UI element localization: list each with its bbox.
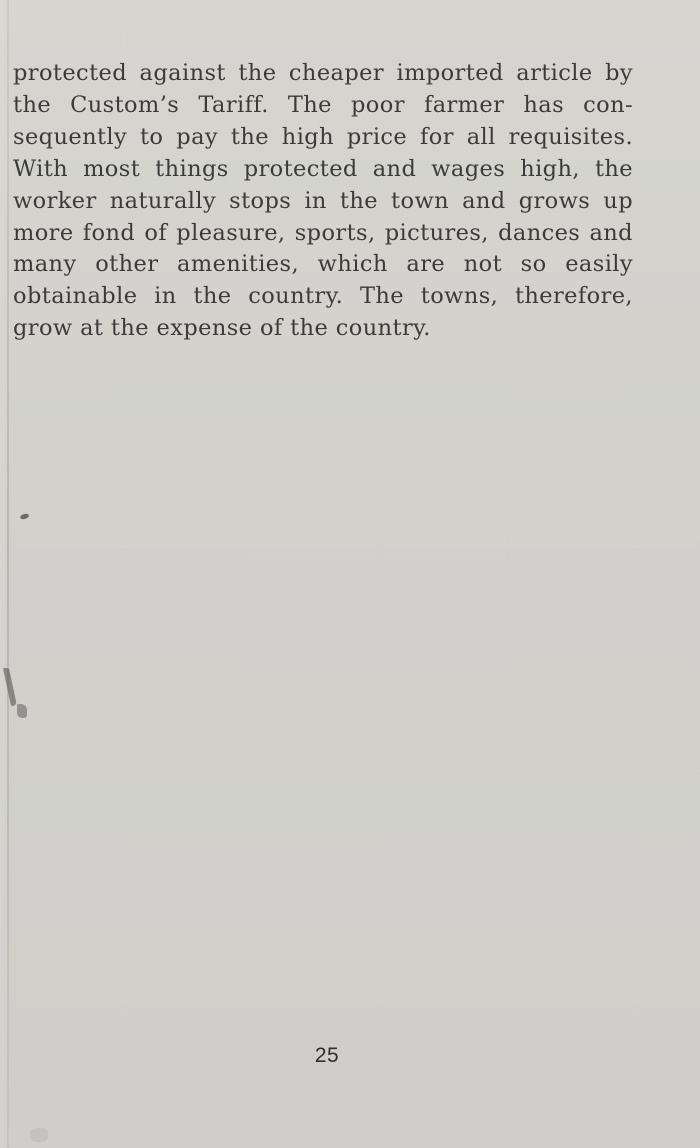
body-paragraph xyxy=(13,58,633,345)
text-line-5: worker naturally stops in the town and grows up xyxy=(13,187,633,214)
paper-blemish xyxy=(30,1128,48,1142)
text-line-7: many other amenities, which are not so easily xyxy=(13,251,633,278)
page-number: 25 xyxy=(314,1044,340,1067)
margin-stain-mark-small xyxy=(17,704,27,718)
page-gutter-edge xyxy=(7,0,9,1148)
text-line-2: the Custom’s Tariff. The poor farmer has con- xyxy=(13,91,633,118)
ink-speck-mark xyxy=(20,513,30,520)
text-line-1: protected against the cheaper imported article by xyxy=(13,60,633,86)
text-line-3: sequently to pay the high price for all requisites. xyxy=(13,123,633,150)
margin-stain-mark xyxy=(3,668,17,706)
text-line-8: obtainable in the country. The towns, therefore, xyxy=(13,283,633,310)
text-line-6: more fond of pleasure, sports, pictures, dances and xyxy=(13,219,633,246)
text-line-4: With most things protected and wages high, the xyxy=(13,155,633,182)
text-line-9: grow at the expense of the country. xyxy=(13,315,431,342)
